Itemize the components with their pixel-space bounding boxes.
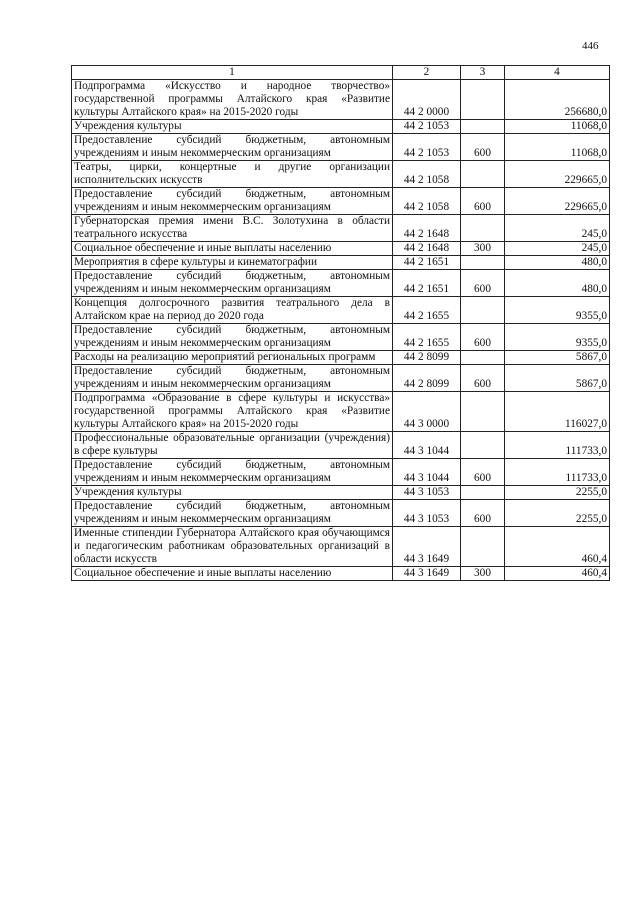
page-number: 446 (582, 40, 599, 52)
table-row (72, 242, 610, 256)
amount-cell: 9355,0 (505, 297, 610, 324)
vr-cell (461, 215, 505, 242)
amount-cell: 245,0 (505, 242, 610, 256)
table-row (72, 459, 610, 486)
table-row (72, 134, 610, 161)
table-row (72, 297, 610, 324)
table-row (72, 324, 610, 351)
header-col-3: 3 (461, 66, 505, 80)
code-cell: 44 2 8099 (393, 351, 461, 365)
name-cell: Мероприятия в сфере культуры и кинематографии (72, 256, 393, 270)
amount-cell: 5867,0 (505, 365, 610, 392)
amount-cell: 245,0 (505, 215, 610, 242)
amount-cell: 2255,0 (505, 500, 610, 527)
code-cell: 44 2 1651 (393, 270, 461, 297)
table-row (72, 161, 610, 188)
vr-cell (461, 80, 505, 120)
table-row (72, 432, 610, 459)
amount-cell: 11068,0 (505, 120, 610, 134)
amount-cell: 5867,0 (505, 351, 610, 365)
vr-cell: 600 (461, 365, 505, 392)
code-cell: 44 2 0000 (393, 80, 461, 120)
header-col-2: 2 (393, 66, 461, 80)
name-cell: Социальное обеспечение и иные выплаты населению (72, 567, 393, 581)
amount-cell: 229665,0 (505, 161, 610, 188)
name-cell: Предоставление субсидий бюджетным, автономным учреждениям и иным некоммерческим организациям (72, 270, 393, 297)
code-cell: 44 2 1655 (393, 297, 461, 324)
table-row (72, 120, 610, 134)
name-cell: Губернаторская премия имени В.С. Золотухина в области театрального искусства (72, 215, 393, 242)
name-cell: Предоставление субсидий бюджетным, автономным учреждениям и иным некоммерческим организациям (72, 500, 393, 527)
code-cell: 44 3 1053 (393, 486, 461, 500)
table-row (72, 270, 610, 297)
code-cell: 44 3 0000 (393, 392, 461, 432)
vr-cell: 600 (461, 324, 505, 351)
header-col-1: 1 (72, 66, 393, 80)
table-row (72, 188, 610, 215)
vr-cell (461, 351, 505, 365)
code-cell: 44 2 1053 (393, 120, 461, 134)
table-row (72, 486, 610, 500)
vr-cell: 600 (461, 134, 505, 161)
table-row (72, 392, 610, 432)
code-cell: 44 2 1648 (393, 242, 461, 256)
table-row (72, 500, 610, 527)
name-cell: Учреждения культуры (72, 120, 393, 134)
budget-table (71, 65, 610, 581)
vr-cell: 600 (461, 188, 505, 215)
amount-cell: 116027,0 (505, 392, 610, 432)
amount-cell: 11068,0 (505, 134, 610, 161)
vr-cell: 600 (461, 270, 505, 297)
vr-cell (461, 432, 505, 459)
amount-cell: 2255,0 (505, 486, 610, 500)
vr-cell: 300 (461, 567, 505, 581)
code-cell: 44 2 1651 (393, 256, 461, 270)
name-cell: Профессиональные образовательные организации (учреждения) в сфере культуры (72, 432, 393, 459)
amount-cell: 9355,0 (505, 324, 610, 351)
name-cell: Предоставление субсидий бюджетным, автономным учреждениям и иным некоммерческим организациям (72, 134, 393, 161)
code-cell: 44 2 1655 (393, 324, 461, 351)
vr-cell (461, 297, 505, 324)
table-row (72, 365, 610, 392)
table-row (72, 80, 610, 120)
code-cell: 44 3 1044 (393, 459, 461, 486)
code-cell: 44 2 8099 (393, 365, 461, 392)
table-row (72, 351, 610, 365)
name-cell: Расходы на реализацию мероприятий региональных программ (72, 351, 393, 365)
amount-cell: 256680,0 (505, 80, 610, 120)
amount-cell: 111733,0 (505, 432, 610, 459)
name-cell: Предоставление субсидий бюджетным, автономным учреждениям и иным некоммерческим организациям (72, 365, 393, 392)
code-cell: 44 2 1648 (393, 215, 461, 242)
amount-cell: 460,4 (505, 527, 610, 567)
table-row (72, 215, 610, 242)
vr-cell: 300 (461, 242, 505, 256)
name-cell: Социальное обеспечение и иные выплаты населению (72, 242, 393, 256)
code-cell: 44 3 1053 (393, 500, 461, 527)
name-cell: Подпрограмма «Искусство и народное творчество» государственной программы Алтайского края «Развитие культуры Алтайского края» на 2015-2020 годы (72, 80, 393, 120)
code-cell: 44 2 1058 (393, 188, 461, 215)
vr-cell (461, 161, 505, 188)
amount-cell: 480,0 (505, 256, 610, 270)
amount-cell: 480,0 (505, 270, 610, 297)
vr-cell: 600 (461, 500, 505, 527)
code-cell: 44 2 1058 (393, 161, 461, 188)
name-cell: Предоставление субсидий бюджетным, автономным учреждениям и иным некоммерческим организациям (72, 459, 393, 486)
vr-cell (461, 120, 505, 134)
table-row (72, 256, 610, 270)
header-col-4: 4 (505, 66, 610, 80)
vr-cell: 600 (461, 459, 505, 486)
code-cell: 44 3 1044 (393, 432, 461, 459)
name-cell: Концепция долгосрочного развития театрального дела в Алтайском крае на период до 2020 года (72, 297, 393, 324)
amount-cell: 229665,0 (505, 188, 610, 215)
name-cell: Учреждения культуры (72, 486, 393, 500)
table-header-row (72, 66, 610, 80)
amount-cell: 111733,0 (505, 459, 610, 486)
code-cell: 44 3 1649 (393, 567, 461, 581)
vr-cell (461, 256, 505, 270)
table-row (72, 527, 610, 567)
name-cell: Предоставление субсидий бюджетным, автономным учреждениям и иным некоммерческим организациям (72, 188, 393, 215)
code-cell: 44 3 1649 (393, 527, 461, 567)
name-cell: Театры, цирки, концертные и другие организации исполнительских искусств (72, 161, 393, 188)
amount-cell: 460,4 (505, 567, 610, 581)
vr-cell (461, 392, 505, 432)
vr-cell (461, 486, 505, 500)
name-cell: Предоставление субсидий бюджетным, автономным учреждениям и иным некоммерческим организациям (72, 324, 393, 351)
vr-cell (461, 527, 505, 567)
table-row (72, 567, 610, 581)
code-cell: 44 2 1053 (393, 134, 461, 161)
name-cell: Именные стипендии Губернатора Алтайского края обучающимся и педагогическим работникам образовательных организаций в области искусств (72, 527, 393, 567)
name-cell: Подпрограмма «Образование в сфере культуры и искусства» государственной программы Алтайского края «Развитие культуры Алтайского края» на 2015-2020 годы (72, 392, 393, 432)
